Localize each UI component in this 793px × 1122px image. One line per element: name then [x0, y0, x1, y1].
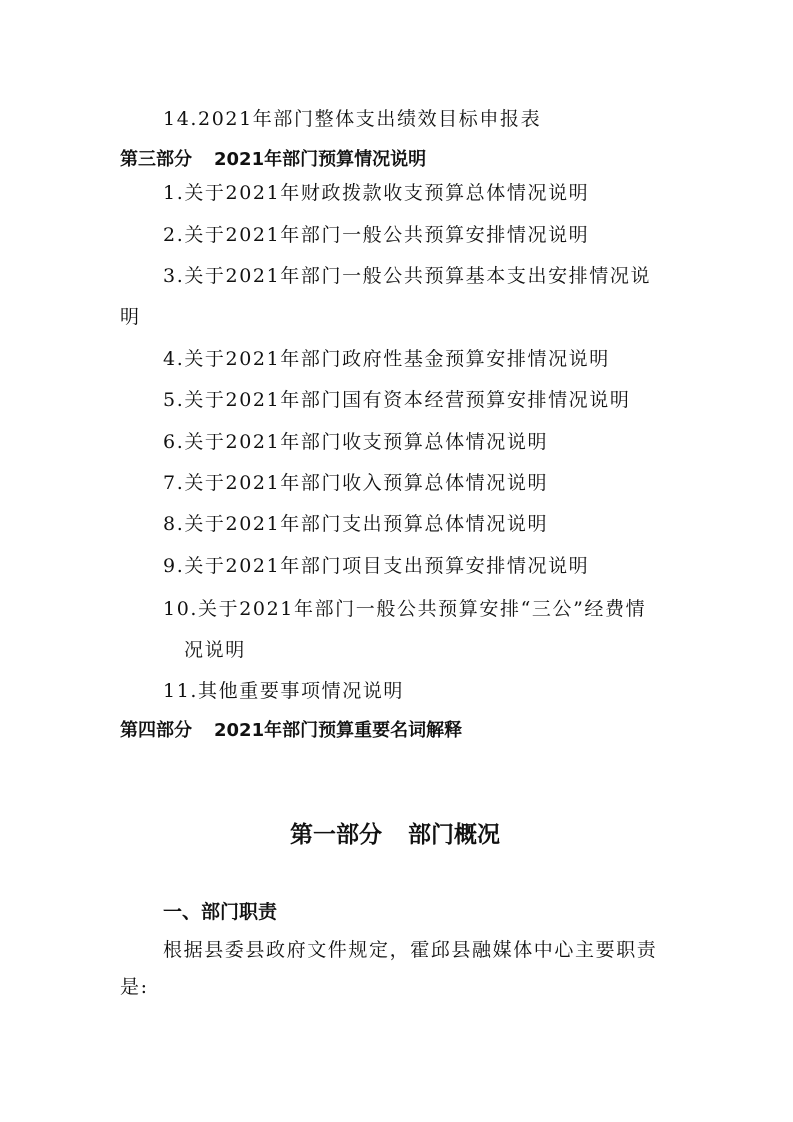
toc-item-7: 7.关于2021年部门收入预算总体情况说明: [163, 472, 549, 494]
toc-part3-title: 2021年部门预算情况说明: [214, 149, 427, 170]
toc-part4-heading: [120, 719, 462, 743]
toc-part3-heading: [120, 148, 426, 172]
toc-item-1: 1.关于2021年财政拨款收支预算总体情况说明: [163, 182, 590, 204]
section-label: 第一部分: [290, 822, 382, 848]
toc-item-8: 8.关于2021年部门支出预算总体情况说明: [163, 513, 549, 535]
toc-item-3-continued: 明: [120, 306, 141, 328]
toc-item-2: 2.关于2021年部门一般公共预算安排情况说明: [163, 224, 590, 246]
toc-part4-label: 第四部分: [120, 720, 192, 741]
subheading-duties: 一、部门职责: [163, 901, 278, 923]
toc-item-10: 10.关于2021年部门一般公共预算安排“三公”经费情: [163, 598, 647, 620]
toc-item-5: 5.关于2021年部门国有资本经营预算安排情况说明: [163, 389, 631, 411]
toc-item-9: 9.关于2021年部门项目支出预算安排情况说明: [163, 555, 590, 577]
section-heading: [290, 820, 500, 850]
body-paragraph-line-2: 是:: [120, 976, 149, 998]
toc-part4-title: 2021年部门预算重要名词解释: [214, 720, 463, 741]
toc-part3-label: 第三部分: [120, 149, 192, 170]
toc-item-10-continued: 况说明: [184, 639, 246, 661]
body-paragraph-line-1: 根据县委县政府文件规定，霍邱县融媒体中心主要职责: [163, 939, 658, 961]
toc-item-11: 11.其他重要事项情况说明: [163, 680, 405, 702]
section-title: 部门概况: [408, 822, 500, 848]
toc-item-14: 14.2021年部门整体支出绩效目标申报表: [163, 108, 542, 130]
toc-item-3: 3.关于2021年部门一般公共预算基本支出安排情况说: [163, 265, 652, 287]
toc-item-4: 4.关于2021年部门政府性基金预算安排情况说明: [163, 348, 610, 370]
toc-item-6: 6.关于2021年部门收支预算总体情况说明: [163, 431, 549, 453]
